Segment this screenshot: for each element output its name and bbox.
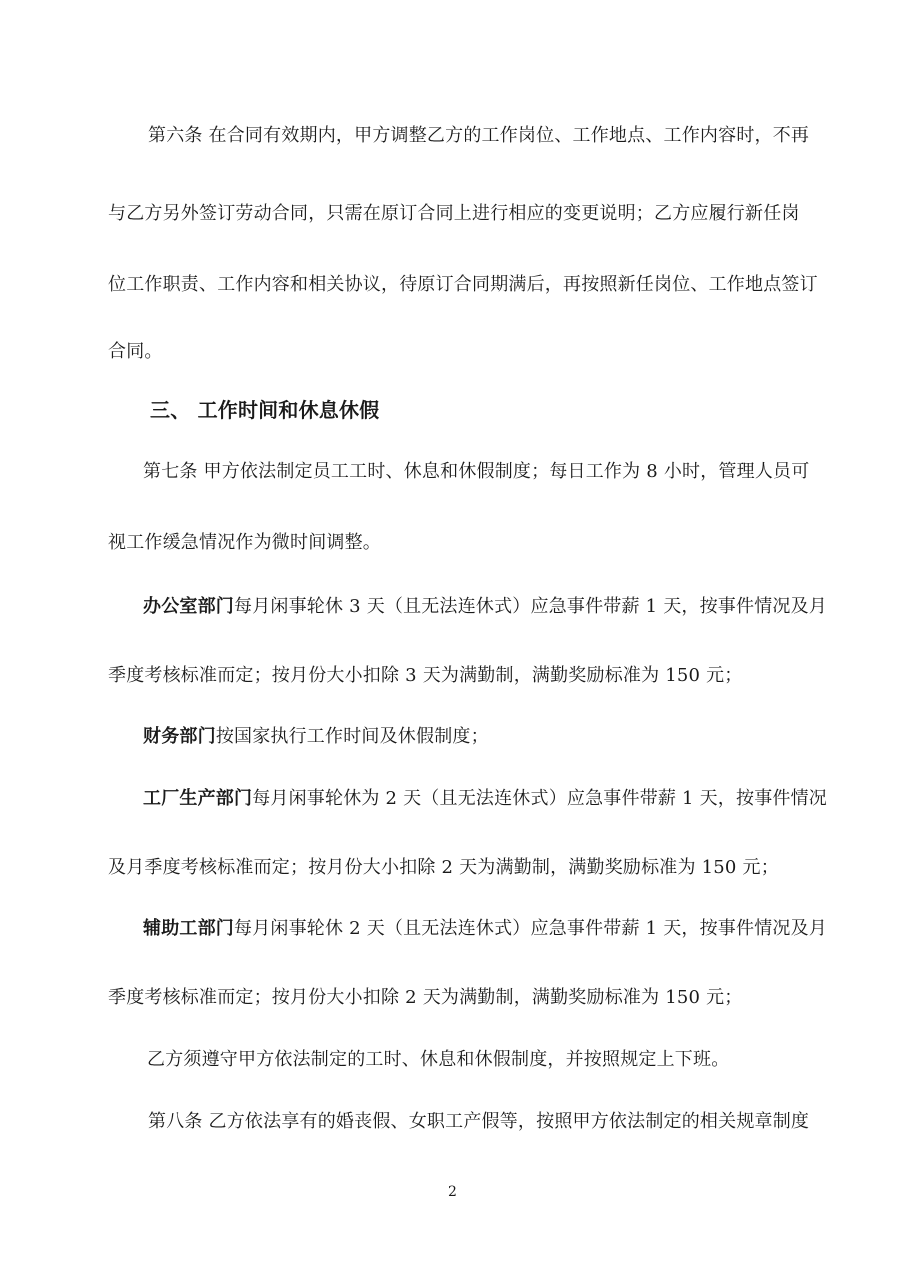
article7-line1: 第七条 甲方依法制定员工工时、休息和休假制度；每日工作为 8 小时，管理人员可 <box>143 461 810 482</box>
factory-dept-line2: 及月季度考核标准而定；按月份大小扣除 2 天为满勤制，满勤奖励标准为 150 元； <box>108 857 779 878</box>
aux-dept-text: 每月闲事轮休 2 天（且无法连休式）应急事件带薪 1 天，按事件情况及月 <box>234 918 827 939</box>
article7-line2: 视工作缓急情况作为微时间调整。 <box>108 532 381 553</box>
office-dept-line2: 季度考核标准而定；按月份大小扣除 3 天为满勤制，满勤奖励标准为 150 元； <box>108 665 743 686</box>
office-dept-line1 <box>143 595 827 619</box>
party-b-rule-line: 乙方须遵守甲方依法制定的工时、休息和休假制度，并按照规定上下班。 <box>147 1049 730 1070</box>
aux-dept-label: 辅助工部门 <box>143 918 234 939</box>
article6-line1: 第六条 在合同有效期内，甲方调整乙方的工作岗位、工作地点、工作内容时，不再 <box>148 125 810 146</box>
finance-dept-label: 财务部门 <box>143 726 216 747</box>
office-dept-label: 办公室部门 <box>143 596 234 617</box>
article6-line3: 位工作职责、工作内容和相关协议，待原订合同期满后，再按照新任岗位、工作地点签订 <box>108 274 818 295</box>
article8-line1: 第八条 乙方依法享有的婚丧假、女职工产假等，按照甲方依法制定的相关规章制度 <box>148 1111 810 1132</box>
factory-dept-label: 工厂生产部门 <box>143 788 253 809</box>
finance-dept-text: 按国家执行工作时间及休假制度； <box>215 726 489 747</box>
article6-line4: 合同。 <box>108 341 163 362</box>
section-heading-work-time: 三、 工作时间和休息休假 <box>150 398 380 422</box>
article6-line2: 与乙方另外签订劳动合同，只需在原订合同上进行相应的变更说明；乙方应履行新任岗 <box>108 203 800 224</box>
factory-dept-text: 每月闲事轮休为 2 天（且无法连休式）应急事件带薪 1 天，按事件情况 <box>252 788 827 809</box>
page-number: 2 <box>448 1184 457 1200</box>
factory-dept-line1 <box>143 787 827 811</box>
aux-dept-line2: 季度考核标准而定；按月份大小扣除 2 天为满勤制，满勤奖励标准为 150 元； <box>108 987 743 1008</box>
office-dept-text: 每月闲事轮休 3 天（且无法连休式）应急事件带薪 1 天，按事件情况及月 <box>234 596 827 617</box>
finance-dept-line <box>143 725 489 749</box>
aux-dept-line1 <box>143 917 827 941</box>
